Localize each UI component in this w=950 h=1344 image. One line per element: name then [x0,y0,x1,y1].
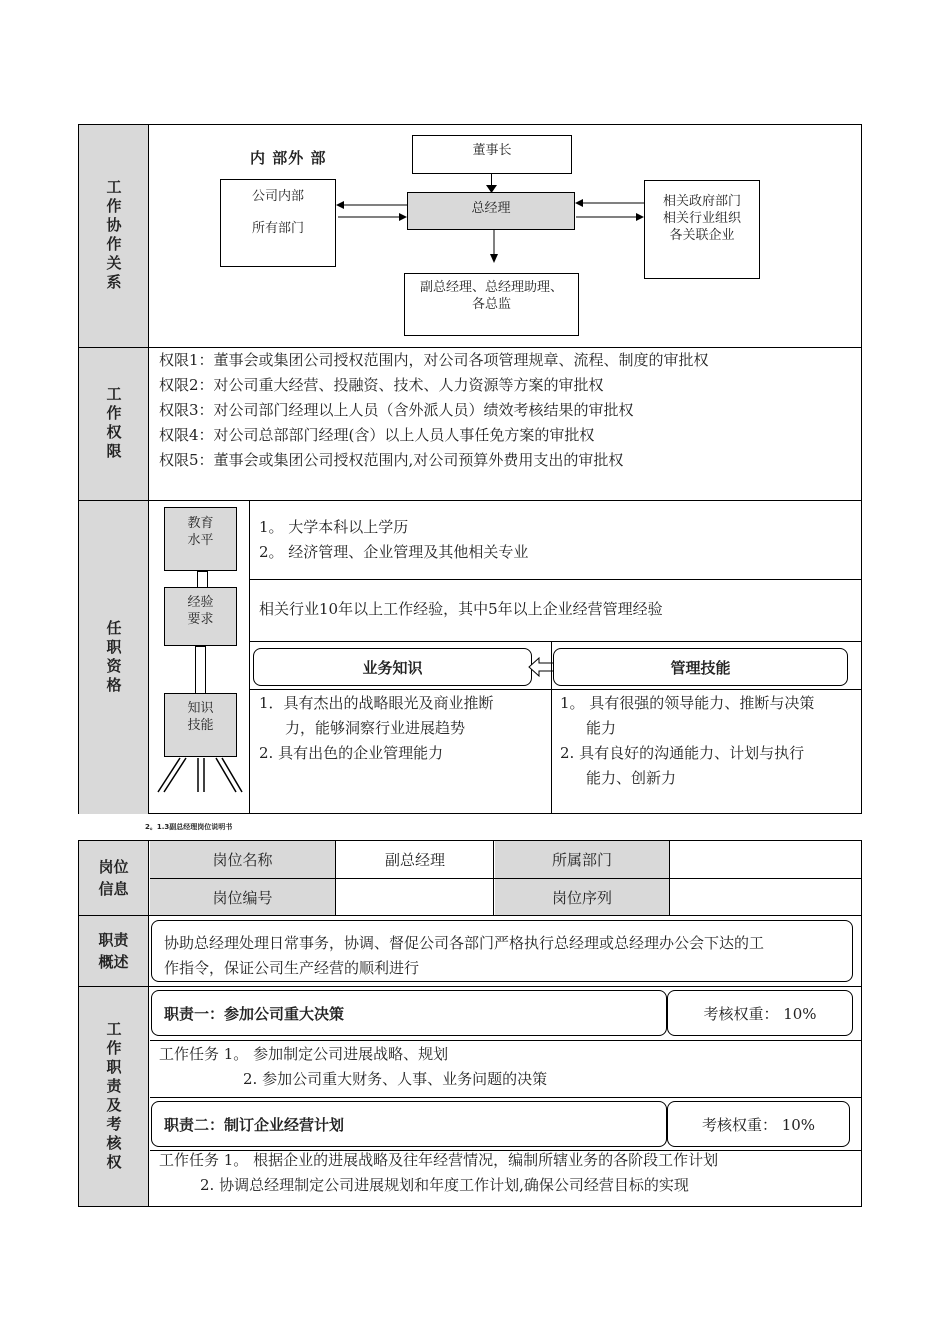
duty1-title: 职责一：参加公司重大决策 [164,1004,345,1023]
duty1-weight-box [667,990,853,1036]
ladder-stand [150,756,250,796]
external-line2: 相关行业组织 [662,211,741,226]
department-value [671,841,861,878]
subordinates-line1: 副总经理、总经理助理、 [419,280,563,295]
duty-overview-line1: 协助总经理处理日常事务，协调、督促公司各部门严格执行总经理或总经理办公会下达的工 [164,934,765,952]
business-knowledge-item: 力，能够洞察行业进展趋势 [285,719,466,737]
subordinates-line2: 各总监 [471,297,511,312]
duty-overview-label-line2: 概述 [98,953,129,971]
duty1-weight: 考核权重： 10% [703,1004,817,1023]
duty1-title-box [151,990,667,1036]
experience-box-line1: 经验 [187,595,214,610]
position-seq-label: 岗位序列 [495,879,670,915]
org-diagram [150,125,861,347]
position-info-label-line1: 岗位 [98,858,129,876]
education-box-line2: 水平 [187,533,214,548]
education-requirements [259,515,859,565]
management-skill-title-box [553,648,848,686]
experience-box-line2: 要求 [187,612,214,627]
business-knowledge-item: 1．具有杰出的战略眼光及商业推断 [259,694,494,712]
experience-box [164,587,237,646]
authority-label: 工作权限 [104,386,123,462]
management-skill-item: 1。 具有很强的领导能力、推断与决策 [560,694,815,712]
duty2-task2: 2. 协调总经理制定公司进展规划和年度工作计划,确保公司经营目标的实现 [200,1176,689,1194]
position-seq-value [671,879,861,915]
chairman-label: 董事长 [472,143,512,158]
duty2-weight-box [667,1101,850,1147]
duty-overview-label-cell [79,916,149,986]
position-info-label-cell [79,841,149,915]
authority-item: 权限2：对公司重大经营、投融资、技术、人力资源等方案的审批权 [159,376,604,394]
duty2-title-box [151,1101,667,1147]
management-skill-list [560,691,860,791]
management-skill-item: 能力 [586,719,617,737]
authority-item: 权限4：对公司总部部门经理(含）以上人员人事任免方案的审批权 [159,426,595,444]
skill-box-line2: 技能 [187,718,214,733]
authority-label-cell [79,348,149,500]
business-knowledge-title-box [253,648,532,686]
org-arrows [150,125,861,347]
duty2-task1: 工作任务 1。 根据企业的进展战略及往年经营情况，编制所辖业务的各阶段工作计划 [159,1151,719,1169]
skill-box [164,693,237,757]
business-knowledge-item: 2. 具有出色的企业管理能力 [259,744,444,762]
experience-requirement: 相关行业10年以上工作经验，其中5年以上企业经营管理经验 [259,600,663,618]
position-code-value [337,879,494,915]
business-knowledge-list [259,691,549,766]
external-line1: 相关政府部门 [662,194,741,209]
position-name-label: 岗位名称 [150,841,336,878]
duty2-weight: 考核权重： 10% [701,1115,816,1134]
skill-box-line1: 知识 [187,701,214,716]
collab-label: 工作协作关系 [104,179,123,293]
management-skill-item: 2. 具有良好的沟通能力、计划与执行 [560,744,805,762]
inner-outer-title: 内 部外 部 [250,149,327,167]
authority-item: 权限1：董事会或集团公司授权范围内，对公司各项管理规章、流程、制度的审批权 [159,351,709,369]
duty-overview-box [151,920,853,982]
position-code-label: 岗位编号 [150,879,336,915]
education-item: 1。 大学本科以上学历 [259,518,409,536]
authority-item: 权限5：董事会或集团公司授权范围内,对公司预算外费用支出的审批权 [159,451,624,469]
department-label: 所属部门 [495,841,670,878]
position-info-label-line2: 信息 [98,880,129,898]
management-skill-item: 能力、创新力 [586,769,677,787]
external-line3: 各关联企业 [669,228,735,243]
duty-overview-label-line1: 职责 [98,931,129,949]
education-box [164,507,237,571]
duty-overview-line2: 作指令，保证公司生产经营的顺利进行 [164,959,420,977]
duty-assessment-label: 工作职责及考核权 [104,1020,123,1173]
gm-label: 总经理 [471,201,511,216]
qualification-label-cell [79,501,149,814]
section-caption: 2。1.3副总经理岗位说明书 [145,823,233,831]
authority-item: 权限3：对公司部门经理以上人员（含外派人员）绩效考核结果的审批权 [159,401,634,419]
position-name-value: 副总经理 [337,841,494,878]
duty2-title: 职责二：制订企业经营计划 [164,1115,345,1134]
internal-line2: 所有部门 [251,221,304,236]
education-box-line1: 教育 [187,516,214,531]
education-item: 2。 经济管理、企业管理及其他相关专业 [259,543,529,561]
authority-list [159,348,859,473]
qualification-label: 任职资格 [104,619,123,696]
duty1-task1: 工作任务 1。 参加制定公司进展战略、规划 [159,1045,449,1063]
business-knowledge-title: 业务知识 [362,658,423,677]
internal-line1: 公司内部 [251,189,304,204]
management-skill-title: 管理技能 [670,658,731,677]
duty1-task2: 2. 参加公司重大财务、人事、业务问题的决策 [243,1070,548,1088]
collab-label-cell [79,125,149,347]
duty-assessment-label-cell [79,987,149,1206]
